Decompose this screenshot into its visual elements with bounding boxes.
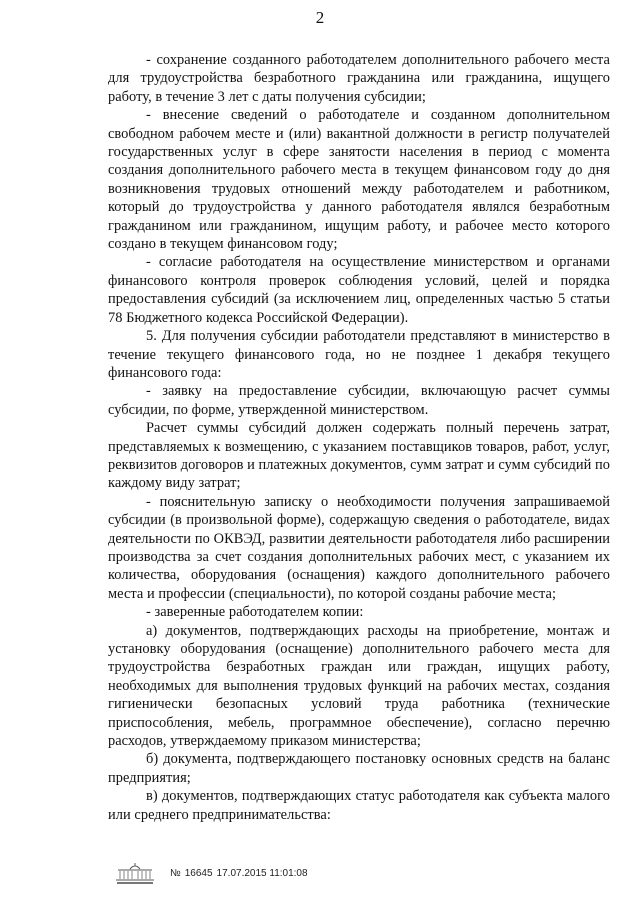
paragraph-subsidy-application: - заявку на предоставление субсидии, включающую расчет суммы субсидии, по форме, утвержденной министерством. — [108, 383, 610, 418]
page-number: 2 — [315, 8, 325, 27]
paragraph-item-b: б) документа, подтверждающего постановку основных средств на баланс предприятия; — [108, 751, 610, 786]
paragraph-certified-copies: - заверенные работодателем копии: — [146, 604, 364, 621]
paragraph-preserve-workplace: - сохранение созданного работодателем дополнительного рабочего места для трудоустройства безработного гражданина или гражданина, ищущего работу, в течение 3 лет с даты получения субсидии; — [108, 52, 610, 105]
paragraph-register-data: - внесение сведений о работодателе и созданном дополнительном свободном рабочем месте и (или) вакантной должности в регистр получателей государственных услуг в сфере занятости населения в период с момента создания дополнительного рабочего места в текущем финансовом году до дня возникновения трудовых отношений между работодателем и работником, который до трудоустройства у данного работодателя являлся безработным гражданином или гражданином, ищущим работу, и рабочее место которого создано в текущем финансовом году; — [108, 107, 610, 253]
paragraph-item-a: а) документов, подтверждающих расходы на приобретение, монтаж и установку оборудования (оснащение) дополнительного рабочего места для трудоустройства безработных граждан или граждан, ищущих работу, необходимых для выполнения трудовых функций на рабочих местах, создания гигиенически безопасных условий труда работника (технические приспособления, мебель, программное обеспечение), согласно перечню расходов, утверждаемому приказом министерства; — [108, 622, 610, 750]
government-building-seal-icon — [112, 862, 158, 886]
paragraph-inspection-consent: - согласие работодателя на осуществление министерством и органами финансового контроля проверок соблюдения условий, целей и порядка предоставления субсидий (за исключением лиц, определенных частью 5 статьи 78 Бюджетного кодекса Российской Федерации). — [108, 254, 610, 326]
registration-stamp — [170, 868, 312, 880]
paragraph-calculation: Расчет суммы субсидий должен содержать полный перечень затрат, представляемых к возмещению, с указанием поставщиков товаров, работ, услуг, реквизитов договоров и платежных документов, сумм затрат и сумм субсидий по каждому виду затрат; — [108, 420, 611, 492]
document-footer — [112, 862, 312, 886]
document-number: 16645 — [184, 868, 213, 879]
number-prefix: № — [170, 868, 181, 879]
paragraph-item-c: в) документов, подтверждающих статус работодателя как субъекта малого или среднего предпринимательства: — [108, 788, 610, 823]
registration-timestamp: 17.07.2015 11:01:08 — [216, 868, 308, 879]
paragraph-section-5: 5. Для получения субсидии работодатели представляют в министерство в течение текущего финансового года, но не позднее 1 декабря текущего финансового года: — [108, 328, 610, 381]
paragraph-explanatory-note: - пояснительную записку о необходимости получения запрашиваемой субсидии (в произвольной форме), содержащую сведения о работодателе, видах деятельности по ОКВЭД, развитии деятельности работодателя либо расширении производства за счет создания дополнительных рабочих мест, с указанием их количества, оборудования (оснащения) каждого дополнительного рабочего места и профессии (специальности), по которой созданы рабочие места; — [108, 493, 610, 602]
document-body — [108, 51, 610, 824]
